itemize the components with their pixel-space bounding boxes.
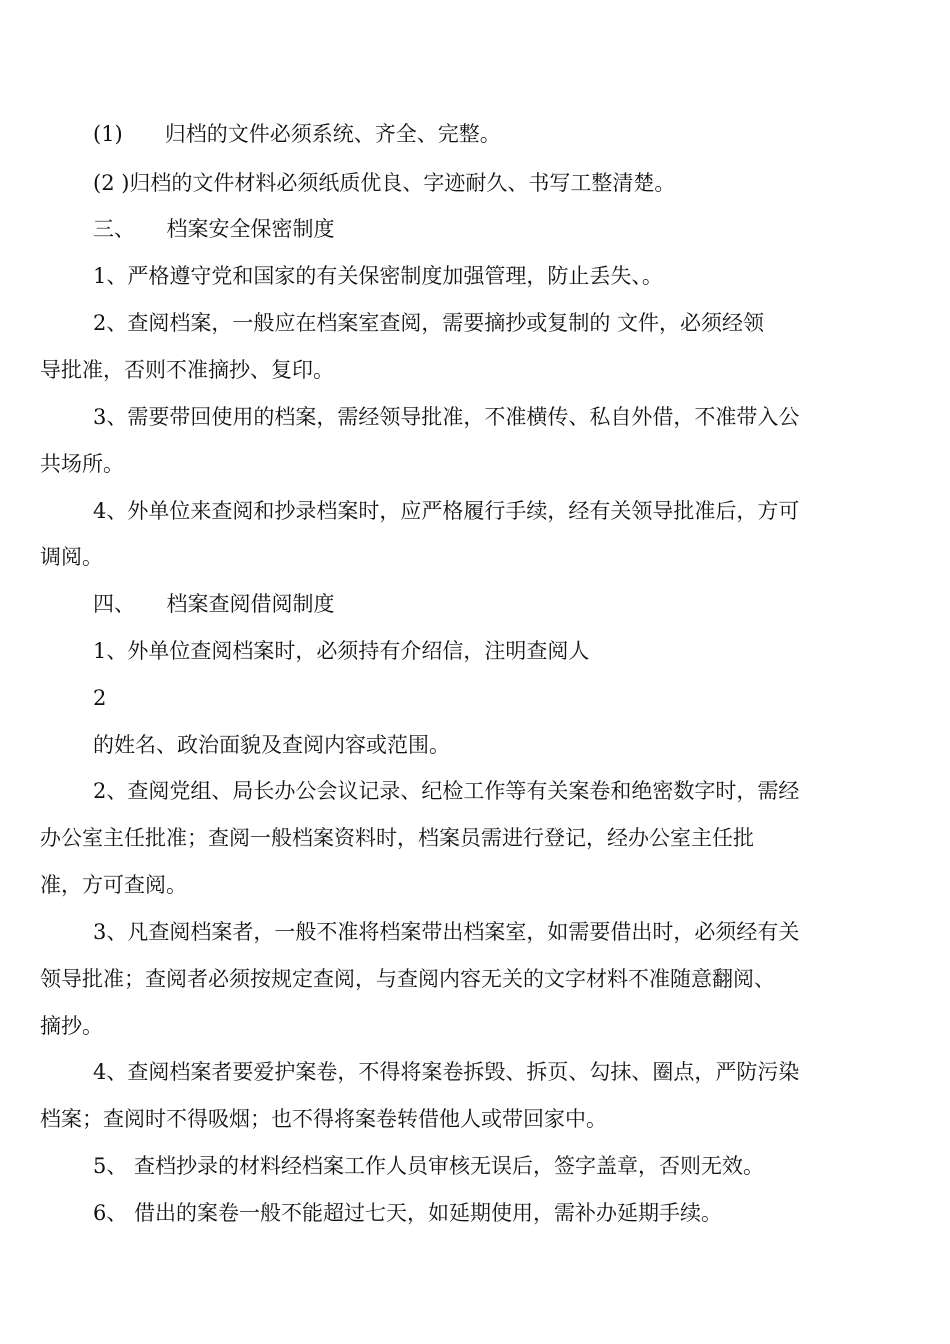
paragraph-line-15: 2、查阅党组、局长办公会议记录、纪检工作等有关案卷和绝密数字时，需经 xyxy=(93,779,800,803)
page-number-line: 2 xyxy=(93,686,107,710)
paragraph-line-22: 档案；查阅时不得吸烟；也不得将案卷转借他人或带回家中。 xyxy=(40,1107,607,1131)
paragraph-line-2: (2 )归档的文件材料必须纸质优良、字迹耐久、书写工整清楚。 xyxy=(93,171,676,195)
paragraph-line-12: 1、外单位查阅档案时，必须持有介绍信，注明查阅人 xyxy=(93,639,590,663)
section-heading-11: 四、 档案查阅借阅制度 xyxy=(93,592,335,616)
paragraph-line-18: 3、凡查阅档案者，一般不准将档案带出档案室，如需要借出时，必须经有关 xyxy=(93,920,800,944)
section-heading-3: 三、 档案安全保密制度 xyxy=(93,217,335,241)
paragraph-line-20: 摘抄。 xyxy=(40,1014,103,1038)
paragraph-line-17: 准，方可查阅。 xyxy=(40,873,187,897)
paragraph-line-14: 的姓名、政治面貌及查阅内容或范围。 xyxy=(93,733,450,757)
paragraph-line-23: 5、 查档抄录的材料经档案工作人员审核无误后，签字盖章，否则无效。 xyxy=(93,1154,765,1178)
paragraph-line-8: 共场所。 xyxy=(40,452,124,476)
paragraph-line-16: 办公室主任批准；查阅一般档案资料时，档案员需进行登记，经办公室主任批 xyxy=(40,826,754,850)
paragraph-line-5: 2、查阅档案，一般应在档案室查阅，需要摘抄或复制的 文件，必须经领 xyxy=(93,311,765,335)
paragraph-line-1: (1) 归档的文件必须系统、齐全、完整。 xyxy=(93,122,501,146)
paragraph-line-21: 4、查阅档案者要爱护案卷，不得将案卷拆毁、拆页、勾抹、圈点，严防污染 xyxy=(93,1060,800,1084)
paragraph-line-24: 6、 借出的案卷一般不能超过七天，如延期使用，需补办延期手续。 xyxy=(93,1201,723,1225)
paragraph-line-9: 4、外单位来查阅和抄录档案时，应严格履行手续，经有关领导批准后，方可 xyxy=(93,499,800,523)
paragraph-line-6: 导批准，否则不准摘抄、复印。 xyxy=(40,358,334,382)
paragraph-line-19: 领导批准；查阅者必须按规定查阅，与查阅内容无关的文字材料不准随意翻阅、 xyxy=(40,967,775,991)
paragraph-line-4: 1、严格遵守党和国家的有关保密制度加强管理，防止丢失、。 xyxy=(93,264,663,288)
paragraph-line-10: 调阅。 xyxy=(40,545,103,569)
paragraph-line-7: 3、需要带回使用的档案，需经领导批准，不准横传、私自外借，不准带入公 xyxy=(93,405,800,429)
